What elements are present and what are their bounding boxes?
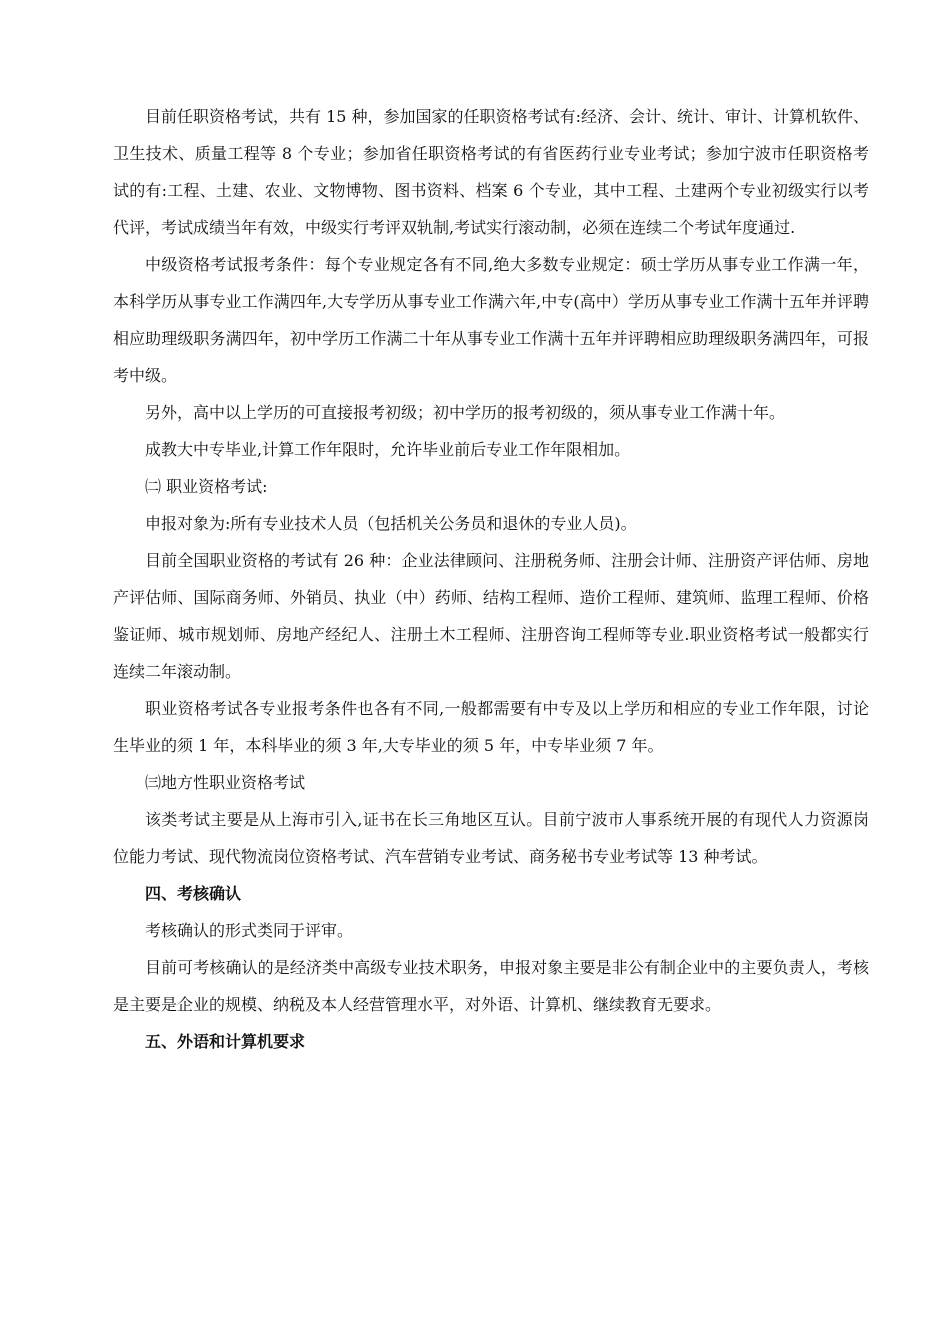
subheading-vocational-exams: ㈡ 职业资格考试: xyxy=(145,477,268,496)
paragraph-national-exams: 目前全国职业资格的考试有 26 种：企业法律顾问、注册税务师、注册会计师、注册资产评估师、房地产评估师、国际商务师、外销员、执业（中）药师、结构工程师、造价工程师、建筑师、监理工程师、价格鉴证师、城市规划师、房地产经纪人、注册土木工程师、注册咨询工程师等专业.职业资格考试一般都实行连续二年滚动制。 xyxy=(113,551,869,681)
paragraph-junior-conditions: 另外，高中以上学历的可直接报考初级；初中学历的报考初级的，须从事专业工作满十年。 xyxy=(145,403,786,422)
paragraph-assessment-form: 考核确认的形式类同于评审。 xyxy=(145,921,354,940)
paragraph-vocational-conditions: 职业资格考试各专业报考条件也各有不同,一般都需要有中专及以上学历和相应的专业工作年限，讨论生毕业的须 1 年，本科毕业的须 3 年,大专毕业的须 5 年，中专毕业须 7 年。 xyxy=(113,699,869,755)
paragraph-intermediate-conditions: 中级资格考试报考条件：每个专业规定各有不同,绝大多数专业规定：硕士学历从事专业工作满一年，本科学历从事专业工作满四年,大专学历从事专业工作满六年,中专(高中）学历从事专业工作满十五年并评聘相应助理级职务满四年，初中学历工作满二十年从事专业工作满十五年并评聘相应助理级职务满四年，可报考中级。 xyxy=(113,255,869,385)
paragraph-local-exams: 该类考试主要是从上海市引入,证书在长三角地区互认。目前宁波市人事系统开展的有现代人力资源岗位能力考试、现代物流岗位资格考试、汽车营销专业考试、商务秘书专业考试等 13 种考试。 xyxy=(113,810,869,866)
subheading-local-exams: ㈢地方性职业资格考试 xyxy=(145,773,306,792)
document-body xyxy=(113,98,869,1060)
paragraph-adult-education: 成教大中专毕业,计算工作年限时，允许毕业前后专业工作年限相加。 xyxy=(145,440,631,459)
paragraph-applicants: 申报对象为:所有专业技术人员（包括机关公务员和退休的专业人员)。 xyxy=(145,514,637,533)
section-heading-assessment: 四、考核确认 xyxy=(145,884,242,903)
paragraph-assessment-details: 目前可考核确认的是经济类中高级专业技术职务，申报对象主要是非公有制企业中的主要负责人，考核是主要是企业的规模、纳税及本人经营管理水平，对外语、计算机、继续教育无要求。 xyxy=(113,958,869,1014)
paragraph-qualification-exams: 目前任职资格考试，共有 15 种，参加国家的任职资格考试有:经济、会计、统计、审计、计算机软件、卫生技术、质量工程等 8 个专业；参加省任职资格考试的有省医药行业专业考试；参加宁波市任职资格考试的有:工程、土建、农业、文物博物、图书资料、档案 6 个专业，其中工程、土建两个专业初级实行以考代评，考试成绩当年有效，中级实行考评双轨制,考试实行滚动制，必须在连续二个考试年度通过. xyxy=(113,107,869,237)
section-heading-language-computer: 五、外语和计算机要求 xyxy=(145,1032,306,1051)
